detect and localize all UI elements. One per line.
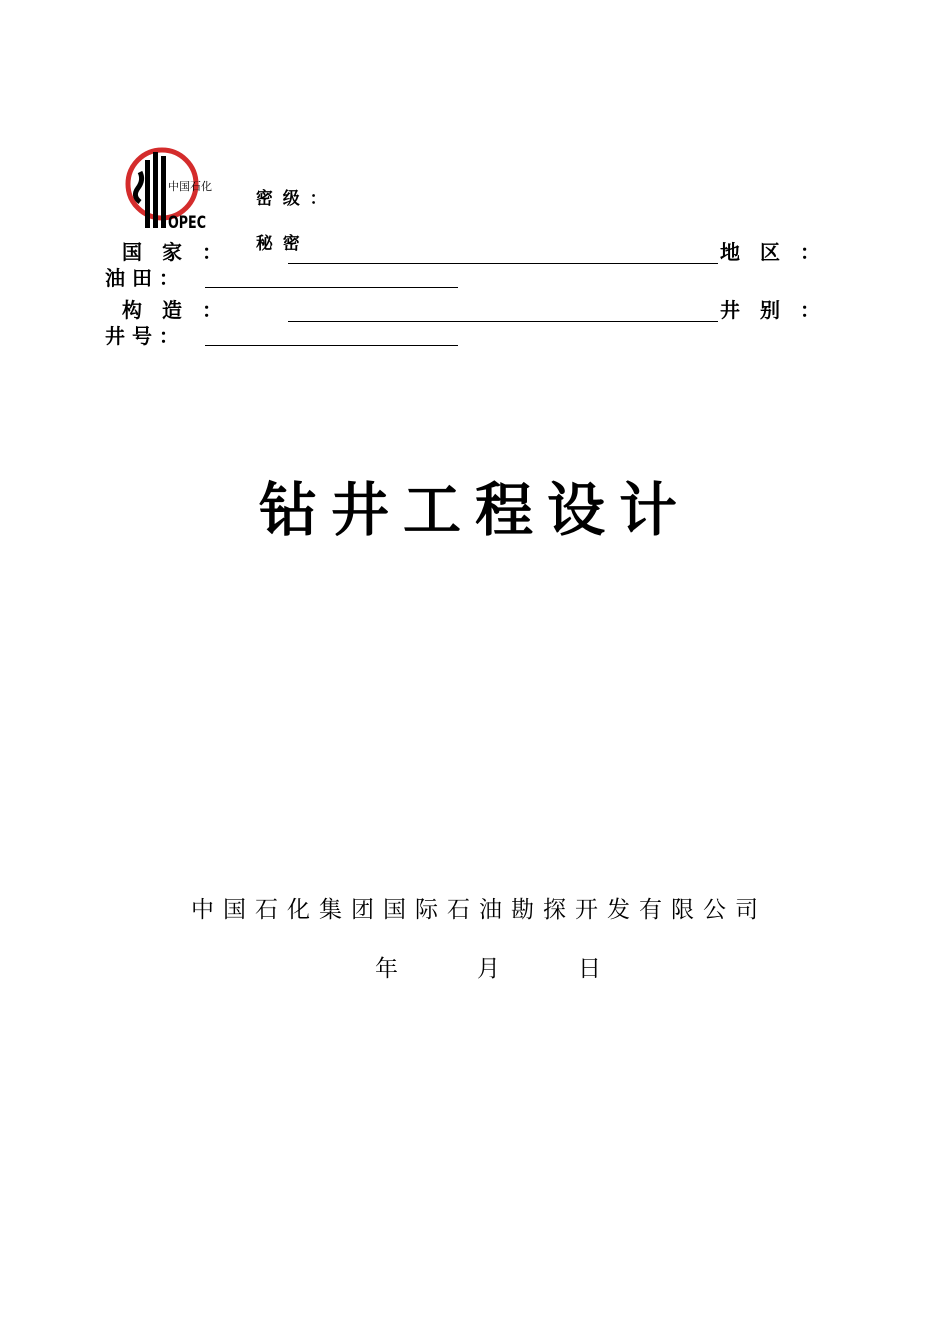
secrecy-label: 密 级 ：	[255, 189, 329, 209]
well-no-label: 井 号 ：	[105, 324, 179, 348]
date-month: 月	[477, 956, 500, 982]
region-label: 地 区 ：	[720, 240, 820, 264]
well-no-underline	[205, 345, 458, 346]
sinopec-logo-icon	[118, 142, 210, 234]
country-underline	[288, 263, 718, 264]
oilfield-label: 油 田 ：	[105, 266, 179, 290]
logo-en-text: OPEC	[168, 213, 206, 233]
sinopec-logo-svg	[118, 142, 210, 234]
oilfield-underline	[205, 287, 458, 288]
secrecy-line	[240, 164, 329, 254]
company-name: 中国石化集团国际石油勘探开发有限公司	[191, 897, 767, 923]
secrecy-value: 秘 密	[255, 234, 302, 254]
document-title: 钻井工程设计	[258, 476, 691, 544]
well-type-label: 井 别 ：	[720, 298, 820, 322]
structure-underline	[288, 321, 718, 322]
country-label: 国 家 ：	[122, 240, 222, 264]
structure-label: 构 造 ：	[122, 298, 222, 322]
logo-cn-text: 中国石化	[168, 180, 212, 193]
date-day: 日	[578, 956, 601, 982]
date-year: 年	[375, 956, 398, 982]
